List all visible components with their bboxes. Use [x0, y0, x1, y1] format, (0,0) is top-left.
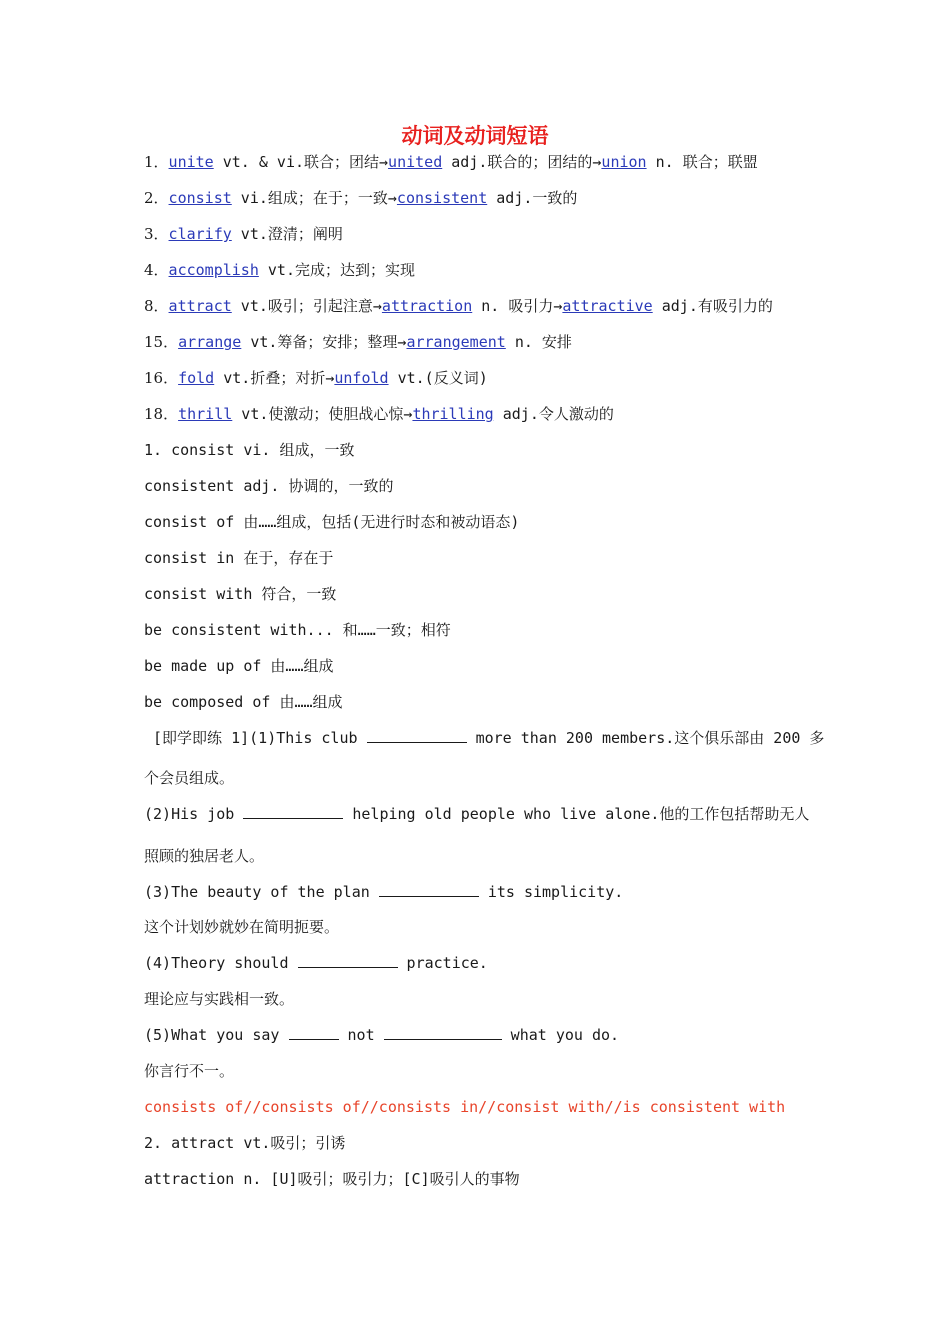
- practice-q2: [144, 803, 816, 825]
- vocab-text: vt.吸引；引起注意→: [231, 297, 382, 315]
- practice-text: (3)The beauty of the plan: [144, 883, 379, 901]
- vocab-link-thrill[interactable]: thrill: [178, 405, 233, 423]
- practice-q5-cont: 你言行不一。: [144, 1062, 235, 1080]
- item-number: 8．: [144, 297, 169, 315]
- practice-q4: [144, 952, 816, 974]
- practice-text: (4)Theory should: [144, 954, 298, 972]
- practice-q1-cont: 个会员组成。: [144, 769, 235, 787]
- vocab-text: n. 安排: [505, 333, 572, 351]
- vocab-line-2: [144, 187, 816, 209]
- note-line: be consistent with... 和……一致；相符: [144, 621, 451, 639]
- vocab-link-union[interactable]: union: [601, 153, 647, 171]
- vocab-line-3: [144, 223, 816, 245]
- practice-text: (2)His job: [144, 805, 244, 823]
- item-number: 1．: [144, 153, 169, 171]
- practice-text: helping old people who live alone.他的工作包括帮助无人: [343, 805, 810, 823]
- answer-blank[interactable]: [243, 804, 343, 819]
- note-line: 2. attract vt.吸引；引诱: [144, 1134, 346, 1152]
- note-line: consist of 由……组成，包括(无进行时态和被动语态): [144, 513, 520, 531]
- vocab-line-1: [144, 151, 816, 173]
- vocab-line-16: [144, 367, 816, 389]
- practice-text: (5)What you say: [144, 1026, 289, 1044]
- note-line: 1. consist vi. 组成，一致: [144, 441, 355, 459]
- answer-blank[interactable]: [298, 953, 398, 968]
- answer-blank[interactable]: [384, 1025, 502, 1040]
- vocab-text: vi.组成；在于；一致→: [231, 189, 397, 207]
- vocab-link-consist[interactable]: consist: [168, 189, 232, 207]
- vocab-text: vt.澄清；阐明: [231, 225, 343, 243]
- vocab-line-15: [144, 331, 816, 353]
- vocab-link-attractive[interactable]: attractive: [562, 297, 653, 315]
- answer-blank[interactable]: [289, 1025, 339, 1040]
- practice-q2-cont: 照顾的独居老人。: [144, 847, 265, 865]
- note-line: consistent adj. 协调的，一致的: [144, 477, 394, 495]
- practice-q3: [144, 881, 816, 903]
- vocab-line-8: [144, 295, 816, 317]
- note-line: attraction n. [U]吸引；吸引力；[C]吸引人的事物: [144, 1170, 520, 1188]
- answer-key: consists of//consists of//consists in//consist with//is consistent with: [144, 1098, 786, 1116]
- answer-blank[interactable]: [379, 882, 479, 897]
- vocab-link-attract[interactable]: attract: [168, 297, 232, 315]
- vocab-text: adj.令人激动的: [493, 405, 614, 423]
- vocab-text: adj.有吸引力的: [652, 297, 773, 315]
- vocab-line-18: [144, 403, 816, 425]
- vocab-link-united[interactable]: united: [388, 153, 443, 171]
- item-number: 15．: [144, 333, 179, 351]
- item-number: 18．: [144, 405, 179, 423]
- vocab-link-accomplish[interactable]: accomplish: [168, 261, 259, 279]
- item-number: 16．: [144, 369, 179, 387]
- vocab-text: adj.联合的；团结的→: [442, 153, 602, 171]
- note-line: be composed of 由……组成: [144, 693, 343, 711]
- vocab-link-consistent[interactable]: consistent: [396, 189, 488, 207]
- vocab-line-4: [144, 259, 816, 281]
- page-title: 动词及动词短语: [401, 124, 549, 148]
- vocab-link-arrangement[interactable]: arrangement: [406, 333, 506, 351]
- vocab-text: vt.筹备；安排；整理→: [241, 333, 407, 351]
- practice-text: not: [338, 1026, 384, 1044]
- practice-text: more than 200 members.这个俱乐部由 200 多: [466, 729, 825, 747]
- practice-q5: [144, 1024, 816, 1046]
- vocab-text: adj.一致的: [487, 189, 578, 207]
- vocab-text: vt.使激动；使胆战心惊→: [232, 405, 413, 423]
- practice-text: [即学即练 1](1)This club: [144, 729, 367, 747]
- vocab-link-attraction[interactable]: attraction: [381, 297, 473, 315]
- note-line: be made up of 由……组成: [144, 657, 334, 675]
- vocab-text: vt.折叠；对折→: [214, 369, 335, 387]
- practice-q1: [144, 727, 825, 749]
- practice-q4-cont: 理论应与实践相一致。: [144, 990, 295, 1008]
- item-number: 2．: [144, 189, 169, 207]
- note-line: consist in 在于，存在于: [144, 549, 334, 567]
- note-line: consist with 符合，一致: [144, 585, 337, 603]
- item-number: 3．: [144, 225, 169, 243]
- vocab-link-unite[interactable]: unite: [168, 153, 214, 171]
- vocab-link-arrange[interactable]: arrange: [178, 333, 242, 351]
- practice-q3-cont: 这个计划妙就妙在简明扼要。: [144, 918, 340, 936]
- vocab-text: n. 联合；联盟: [646, 153, 758, 171]
- vocab-link-clarify[interactable]: clarify: [168, 225, 232, 243]
- vocab-link-thrilling[interactable]: thrilling: [412, 405, 494, 423]
- practice-text: what you do.: [501, 1026, 620, 1044]
- practice-text: practice.: [397, 954, 488, 972]
- vocab-link-unfold[interactable]: unfold: [334, 369, 389, 387]
- item-number: 4．: [144, 261, 169, 279]
- vocab-text: vt.(反义词): [388, 369, 488, 387]
- vocab-text: vt.完成；达到；实现: [258, 261, 415, 279]
- vocab-text: n. 吸引力→: [472, 297, 563, 315]
- vocab-link-fold[interactable]: fold: [178, 369, 215, 387]
- practice-text: its simplicity.: [478, 883, 624, 901]
- vocab-text: vt. & vi.联合；团结→: [213, 153, 389, 171]
- answer-blank[interactable]: [367, 728, 467, 743]
